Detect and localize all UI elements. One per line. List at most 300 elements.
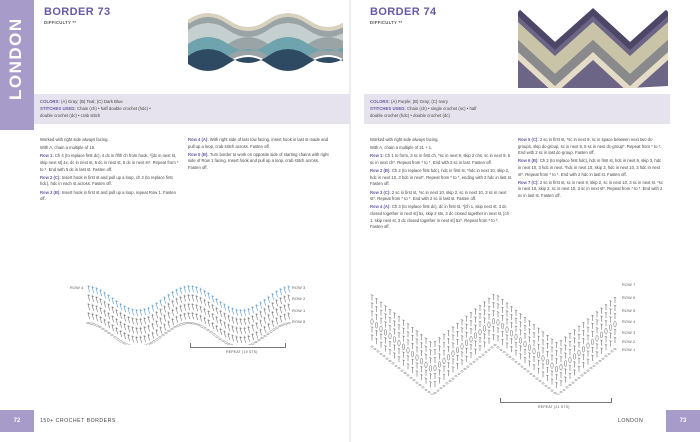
diagram-cluster (389, 333, 391, 339)
left-page-number: 72 (0, 410, 34, 432)
diagram-cluster (488, 322, 490, 328)
diagram-stitch (236, 318, 238, 325)
diagram-chain (99, 326, 102, 328)
diagram-chain (111, 334, 114, 336)
diagram-stitch (116, 309, 118, 316)
diagram-chain (545, 385, 548, 386)
instruction-text: Turn border to work on opposite side of starting chains with right side of Row 1 facing. Insert hook and pull up a loop, crab stitch across. Fasten off. (188, 151, 329, 170)
right-instructions-col1 (370, 137, 512, 232)
diagram-stitch (212, 313, 214, 320)
diagram-stitch (272, 311, 274, 318)
diagram-stitch (176, 316, 178, 323)
diagram-stitch (116, 327, 118, 334)
diagram-chain (195, 323, 198, 325)
row-label-text: Row 4 (A): (370, 204, 392, 210)
diagram-chain (611, 351, 614, 352)
left-row-label-left: ROW 4 (70, 286, 84, 290)
diagram-chain (96, 325, 99, 327)
diagram-stitch (260, 319, 262, 326)
diagram-chain (500, 349, 503, 350)
diagram-stitch (96, 296, 98, 303)
diagram-chain (216, 336, 219, 338)
diagram-stitch (256, 322, 258, 329)
diagram-chain (443, 385, 446, 386)
diagram-stitch (116, 300, 118, 307)
diagram-stitch (176, 307, 178, 314)
diagram-stitch (152, 323, 154, 330)
diagram-stitch (136, 309, 138, 316)
diagram-chain (156, 339, 159, 341)
diagram-stitch (268, 314, 270, 321)
diagram-stitch (136, 336, 138, 343)
diagram-stitch (204, 308, 206, 315)
diagram-cluster (479, 329, 481, 335)
diagram-cluster (407, 347, 409, 353)
diagram-stitch (92, 304, 94, 311)
diagram-stitch (188, 285, 190, 292)
diagram-stitch (244, 309, 246, 316)
diagram-stitch (192, 312, 194, 319)
diagram-chain (563, 389, 566, 390)
diagram-stitch (192, 285, 194, 292)
diagram-chain (509, 356, 512, 357)
left-stitches-label: STITCHES USED: (40, 106, 76, 111)
diagram-stitch (144, 317, 146, 324)
diagram-chain (593, 365, 596, 366)
diagram-stitch (252, 333, 254, 340)
diagram-stitch (148, 325, 150, 332)
diagram-stitch (112, 315, 114, 322)
diagram-chain (533, 376, 536, 377)
diagram-stitch (236, 309, 238, 316)
diagram-stitch (144, 308, 146, 315)
diagram-cluster (398, 340, 400, 346)
diagram-cluster (470, 336, 472, 342)
diagram-chain (213, 334, 216, 336)
diagram-chain (527, 371, 530, 372)
diagram-chain (551, 390, 554, 391)
diagram-chain (120, 341, 123, 343)
diagram-stitch (152, 314, 154, 321)
instruction-text: Insert hook in first st and pull up a loop, ch 2 (to replace first hdc), hdc in each st across. Fasten off. (40, 174, 173, 187)
diagram-chain (422, 387, 425, 388)
diagram-cluster (573, 353, 575, 359)
diagram-cluster (411, 351, 413, 357)
diagram-stitch (236, 336, 238, 343)
diagram-stitch (188, 294, 190, 301)
diagram-stitch (268, 305, 270, 312)
diagram-cluster (443, 358, 445, 364)
diagram-stitch (216, 316, 218, 323)
diagram-cluster (587, 343, 589, 349)
diagram-stitch (176, 289, 178, 296)
instruction-text: Ch 1 to form, 3 sc in first ch, *sc in next 9, skip 2 chs, sc in next 9, 5 sc in next ch*. Repeat from * to *. End with 3 sc in last. Fasten off. (370, 153, 511, 165)
diagram-chain (413, 380, 416, 381)
diagram-chain (518, 364, 521, 365)
diagram-stitch (132, 335, 134, 342)
right-border-title: BORDER 74 (370, 6, 437, 18)
instruction-paragraph (188, 137, 330, 150)
diagram-stitch (276, 290, 278, 297)
diagram-stitch (240, 327, 242, 334)
diagram-stitch (132, 326, 134, 333)
diagram-cluster (434, 365, 436, 371)
diagram-stitch (108, 303, 110, 310)
diagram-stitch (232, 325, 234, 332)
diagram-stitch (180, 287, 182, 294)
diagram-stitch (224, 312, 226, 319)
right-difficulty: DIFFICULTY ** (370, 20, 403, 25)
row-label-text: Row 3 (C): (370, 189, 392, 195)
diagram-cluster (375, 322, 377, 328)
diagram-chain (165, 332, 168, 334)
diagram-cluster (465, 340, 467, 346)
diagram-stitch (288, 294, 290, 301)
instruction-text: With A, chain a multiple of 19. (40, 145, 96, 151)
diagram-chain (482, 354, 485, 355)
diagram-chain (153, 341, 156, 343)
right-stitches-line1: Chain (ch) • single crochet (sc) • half (407, 106, 477, 111)
diagram-chain (267, 333, 270, 335)
left-colors-line (40, 99, 123, 104)
right-stitches-line2: double crochet (hdc) • double crochet (dc) (370, 113, 450, 118)
diagram-chain (401, 370, 404, 371)
row-label-text: Row 5 (B): (188, 151, 210, 157)
diagram-stitch (204, 290, 206, 297)
diagram-stitch (200, 297, 202, 304)
diagram-stitch (196, 286, 198, 293)
right-swatch-photo (518, 0, 668, 88)
diagram-chain (560, 392, 563, 393)
diagram-stitch (152, 305, 154, 312)
diagram-stitch (128, 334, 130, 341)
diagram-stitch (208, 319, 210, 326)
diagram-chain (219, 338, 222, 340)
diagram-stitch (232, 334, 234, 341)
diagram-stitch (200, 288, 202, 295)
diagram-chain (554, 392, 557, 393)
diagram-chain (596, 363, 599, 364)
right-row-label-2: ROW 2 (622, 340, 636, 344)
diagram-stitch (124, 332, 126, 339)
left-border-title: BORDER 73 (44, 6, 111, 18)
diagram-stitch (248, 335, 250, 342)
diagram-stitch (208, 292, 210, 299)
diagram-stitch (184, 304, 186, 311)
diagram-stitch (144, 326, 146, 333)
instruction-paragraph (40, 153, 180, 173)
diagram-chain (282, 324, 285, 326)
diagram-stitch (240, 309, 242, 316)
instruction-paragraph (518, 180, 664, 200)
right-colors-line (370, 99, 448, 104)
left-row-label-2: ROW 2 (292, 297, 306, 301)
diagram-stitch (260, 310, 262, 317)
diagram-chain (147, 344, 150, 345)
diagram-stitch (124, 314, 126, 321)
diagram-stitch (204, 299, 206, 306)
right-crochet-diagram (370, 283, 620, 395)
diagram-stitch (156, 302, 158, 309)
diagram-stitch (128, 316, 130, 323)
instruction-paragraph (40, 175, 180, 188)
diagram-stitch (104, 310, 106, 317)
diagram-stitch (276, 317, 278, 324)
left-swatch-photo (188, 0, 343, 88)
diagram-chain (114, 337, 117, 339)
diagram-stitch (224, 330, 226, 337)
diagram-stitch (136, 327, 138, 334)
diagram-chain (557, 394, 560, 395)
diagram-cluster (416, 355, 418, 361)
diagram-cluster (560, 364, 562, 370)
diagram-stitch (268, 296, 270, 303)
diagram-chain (416, 382, 419, 383)
diagram-chain (572, 382, 575, 383)
diagram-stitch (188, 303, 190, 310)
diagram-chain (117, 339, 120, 341)
chapter-tab-label: LONDON (6, 17, 25, 100)
left-crochet-diagram (86, 275, 292, 345)
row-label-text: Row 2 (C): (40, 174, 62, 180)
right-row-label-1: ROW 1 (622, 348, 636, 352)
diagram-chain (425, 389, 428, 390)
diagram-chain (186, 322, 189, 324)
diagram-cluster (510, 330, 512, 336)
diagram-cluster (501, 323, 503, 329)
diagram-cluster (429, 365, 431, 371)
diagram-stitch (228, 324, 230, 331)
diagram-stitch (144, 335, 146, 342)
diagram-stitch (248, 326, 250, 333)
diagram-stitch (280, 315, 282, 322)
diagram-stitch (216, 325, 218, 332)
diagram-chain (479, 356, 482, 357)
diagram-cluster (528, 345, 530, 351)
diagram-stitch (160, 299, 162, 306)
diagram-chain (389, 360, 392, 361)
diagram-stitch (184, 286, 186, 293)
left-repeat-label: REPEAT (19 STS) (226, 350, 258, 354)
diagram-chain (503, 352, 506, 353)
diagram-chain (521, 366, 524, 367)
diagram-stitch (168, 303, 170, 310)
diagram-stitch (92, 295, 94, 302)
diagram-stitch (248, 308, 250, 315)
diagram-stitch (284, 295, 286, 302)
left-stitches-line2: double crochet (dc) • crab stitch (40, 113, 101, 118)
diagram-cluster (425, 362, 427, 368)
diagram-stitch (204, 317, 206, 324)
diagram-stitch (108, 321, 110, 328)
diagram-stitch (104, 292, 106, 299)
diagram-cluster (564, 361, 566, 367)
diagram-stitch (132, 308, 134, 315)
diagram-stitch (264, 326, 266, 333)
instruction-paragraph (370, 168, 512, 188)
diagram-chain (174, 326, 177, 328)
diagram-stitch (212, 295, 214, 302)
diagram-stitch (284, 304, 286, 311)
diagram-chain (392, 363, 395, 364)
diagram-stitch (196, 313, 198, 320)
diagram-stitch (104, 301, 106, 308)
diagram-cluster (515, 334, 517, 340)
diagram-stitch (208, 310, 210, 317)
diagram-stitch (280, 306, 282, 313)
diagram-chain (581, 375, 584, 376)
diagram-cluster (402, 344, 404, 350)
instruction-paragraph (370, 204, 512, 230)
diagram-chain (159, 337, 162, 339)
diagram-cluster (578, 350, 580, 356)
diagram-chain (437, 390, 440, 391)
diagram-chain (524, 368, 527, 369)
page-gutter (349, 0, 351, 442)
right-row-label-3: ROW 3 (622, 331, 636, 335)
diagram-stitch (124, 323, 126, 330)
diagram-stitch (192, 303, 194, 310)
diagram-stitch (156, 320, 158, 327)
diagram-chain (590, 368, 593, 369)
diagram-stitch (256, 313, 258, 320)
diagram-chain (497, 347, 500, 348)
diagram-stitch (140, 327, 142, 334)
diagram-stitch (164, 305, 166, 312)
left-colors-label: COLORS: (40, 99, 60, 104)
diagram-stitch (100, 307, 102, 314)
diagram-chain (395, 365, 398, 366)
diagram-chain (578, 377, 581, 378)
diagram-cluster (438, 361, 440, 367)
diagram-stitch (216, 307, 218, 314)
instruction-text: 2 sc in first st, *sc in next 10, skip 2, sc in next 10, 3 sc in next st*. Repeat from * to *. End with 2 sc in last st. Fasten off. (370, 189, 507, 202)
row-label-text: Row 6 (B): (518, 158, 540, 164)
diagram-chain (506, 354, 509, 355)
right-repeat-label: REPEAT (21 STS) (538, 405, 570, 409)
diagram-stitch (244, 327, 246, 334)
diagram-chain (270, 331, 273, 333)
diagram-stitch (88, 312, 90, 319)
diagram-chain (542, 383, 545, 384)
instruction-text: Worked with right side always facing. (40, 137, 109, 142)
diagram-chain (210, 331, 213, 333)
diagram-chain (150, 342, 153, 344)
diagram-cluster (420, 358, 422, 364)
diagram-chain (258, 339, 261, 341)
right-colors-value: (A) Purple; (B) Gray; (C) Ivory (391, 99, 448, 104)
diagram-stitch (240, 318, 242, 325)
diagram-stitch (236, 327, 238, 334)
diagram-chain (192, 323, 195, 325)
diagram-chain (608, 353, 611, 354)
left-difficulty: DIFFICULTY ** (44, 20, 77, 25)
diagram-chain (279, 325, 282, 327)
diagram-stitch (160, 317, 162, 324)
diagram-stitch (172, 300, 174, 307)
row-label-text: Row 5 (C): (518, 137, 540, 142)
diagram-stitch (220, 301, 222, 308)
diagram-chain (428, 392, 431, 393)
diagram-chain (273, 329, 276, 331)
diagram-stitch (220, 328, 222, 335)
diagram-stitch (104, 319, 106, 326)
diagram-stitch (264, 308, 266, 315)
row-label-text: Row 7 (C): (518, 179, 540, 185)
diagram-chain (614, 348, 617, 349)
diagram-stitch (188, 312, 190, 319)
diagram-cluster (600, 332, 602, 338)
diagram-chain (386, 358, 389, 359)
diagram-stitch (284, 313, 286, 320)
instruction-text: Ch 2 (to replace first hdc), hdc in first st, *hdc in next 10, skip 2, hdc in next 10, 3 hdc in next*. Repeat from * to *, ending with 2 hdc in last st. Fasten off. (370, 168, 512, 187)
diagram-stitch (184, 313, 186, 320)
diagram-chain (377, 351, 380, 352)
diagram-stitch (180, 305, 182, 312)
diagram-stitch (120, 321, 122, 328)
diagram-chain (126, 344, 129, 345)
diagram-stitch (264, 299, 266, 306)
diagram-stitch (108, 312, 110, 319)
diagram-stitch (148, 307, 150, 314)
diagram-stitch (136, 318, 138, 325)
diagram-stitch (128, 325, 130, 332)
diagram-stitch (172, 309, 174, 316)
diagram-stitch (120, 303, 122, 310)
instruction-paragraph (40, 137, 180, 144)
diagram-stitch (88, 285, 90, 292)
diagram-chain (473, 361, 476, 362)
diagram-chain (171, 328, 174, 330)
left-stitches-line1: Chain (ch) • half double crochet (hdc) • (77, 106, 151, 111)
diagram-stitch (160, 308, 162, 315)
instruction-paragraph (370, 153, 512, 166)
diagram-chain (276, 327, 279, 329)
diagram-stitch (272, 302, 274, 309)
diagram-stitch (244, 336, 246, 343)
diagram-chain (587, 370, 590, 371)
diagram-stitch (260, 301, 262, 308)
diagram-stitch (240, 336, 242, 343)
diagram-chain (207, 329, 210, 331)
diagram-stitch (224, 303, 226, 310)
diagram-chain (371, 346, 374, 347)
diagram-stitch (112, 306, 114, 313)
instruction-paragraph (370, 137, 512, 144)
left-repeat-bracket (190, 343, 286, 348)
diagram-chain (380, 353, 383, 354)
instruction-paragraph (40, 145, 180, 152)
diagram-cluster (519, 337, 521, 343)
diagram-stitch (112, 297, 114, 304)
diagram-chain (569, 384, 572, 385)
diagram-stitch (92, 313, 94, 320)
right-row-label-7: ROW 7 (622, 283, 636, 287)
diagram-cluster (524, 341, 526, 347)
diagram-chain (105, 330, 108, 332)
diagram-stitch (124, 305, 126, 312)
instruction-paragraph (518, 137, 664, 157)
diagram-stitch (168, 294, 170, 301)
diagram-chain (189, 322, 192, 324)
diagram-chain (515, 361, 518, 362)
right-footer-text: LONDON (618, 418, 644, 424)
diagram-chain (464, 368, 467, 369)
diagram-chain (449, 380, 452, 381)
diagram-chain (398, 368, 401, 369)
diagram-chain (605, 356, 608, 357)
diagram-chain (491, 347, 494, 348)
